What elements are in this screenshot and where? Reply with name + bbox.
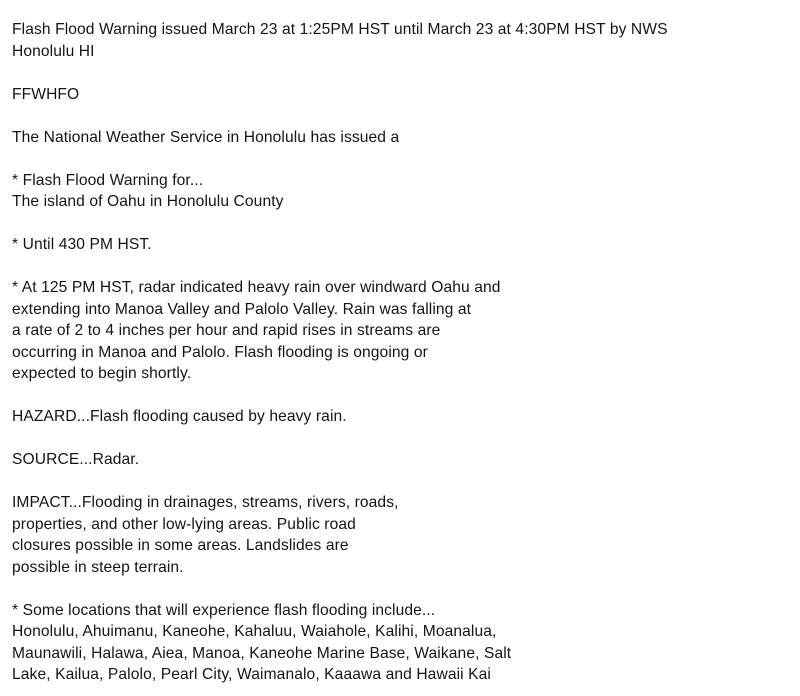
situation-line: extending into Manoa Valley and Palolo Valley. Rain was falling at xyxy=(12,300,472,318)
expiration-paragraph xyxy=(12,234,794,256)
locations-line: Maunawili, Halawa, Aiea, Manoa, Kaneohe Marine Base, Waikane, Salt xyxy=(12,644,512,662)
product-code-paragraph xyxy=(12,84,794,106)
warning-area-line: The island of Oahu in Honolulu County xyxy=(12,193,284,210)
product-code: FFWHFO xyxy=(12,85,80,103)
locations-line: Honolulu, Ahuimanu, Kaneohe, Kahaluu, Waiahole, Kalihi, Moanalua, xyxy=(12,623,497,640)
situation-paragraph xyxy=(12,277,794,385)
situation-line: occurring in Manoa and Palolo. Flash flooding is ongoing or xyxy=(12,343,428,361)
impact-line: IMPACT...Flooding in drainages, streams, rivers, roads, xyxy=(12,494,399,511)
headline-line: Honolulu HI xyxy=(12,42,95,60)
situation-line: expected to begin shortly. xyxy=(12,365,192,382)
expiration-line: * Until 430 PM HST. xyxy=(12,236,152,253)
issuance-paragraph xyxy=(12,127,794,149)
situation-line: a rate of 2 to 4 inches per hour and rapid rises in streams are xyxy=(12,322,441,339)
hazard-paragraph xyxy=(12,406,794,428)
situation-line: * At 125 PM HST, radar indicated heavy rain over windward Oahu and xyxy=(12,279,501,296)
headline-paragraph xyxy=(12,19,794,62)
impact-line: properties, and other low-lying areas. Public road xyxy=(12,515,356,533)
issuance-statement: The National Weather Service in Honolulu has issued a xyxy=(12,128,400,146)
locations-paragraph xyxy=(12,600,794,686)
warning-area-paragraph xyxy=(12,170,794,213)
headline-line: Flash Flood Warning issued March 23 at 1:25PM HST until March 23 at 4:30PM HST by NWS xyxy=(12,21,668,38)
impact-line: possible in steep terrain. xyxy=(12,558,184,576)
source-line: SOURCE...Radar. xyxy=(12,451,140,468)
impact-line: closures possible in some areas. Landslides are xyxy=(12,537,349,554)
impact-paragraph xyxy=(12,492,794,578)
locations-line: * Some locations that will experience flash flooding include... xyxy=(12,601,436,619)
hazard-line: HAZARD...Flash flooding caused by heavy rain. xyxy=(12,408,347,425)
source-paragraph xyxy=(12,449,794,471)
warning-area-line: * Flash Flood Warning for... xyxy=(12,171,204,189)
locations-line: Lake, Kailua, Palolo, Pearl City, Waimanalo, Kaaawa and Hawaii Kai xyxy=(12,666,491,683)
warning-document xyxy=(12,19,794,686)
